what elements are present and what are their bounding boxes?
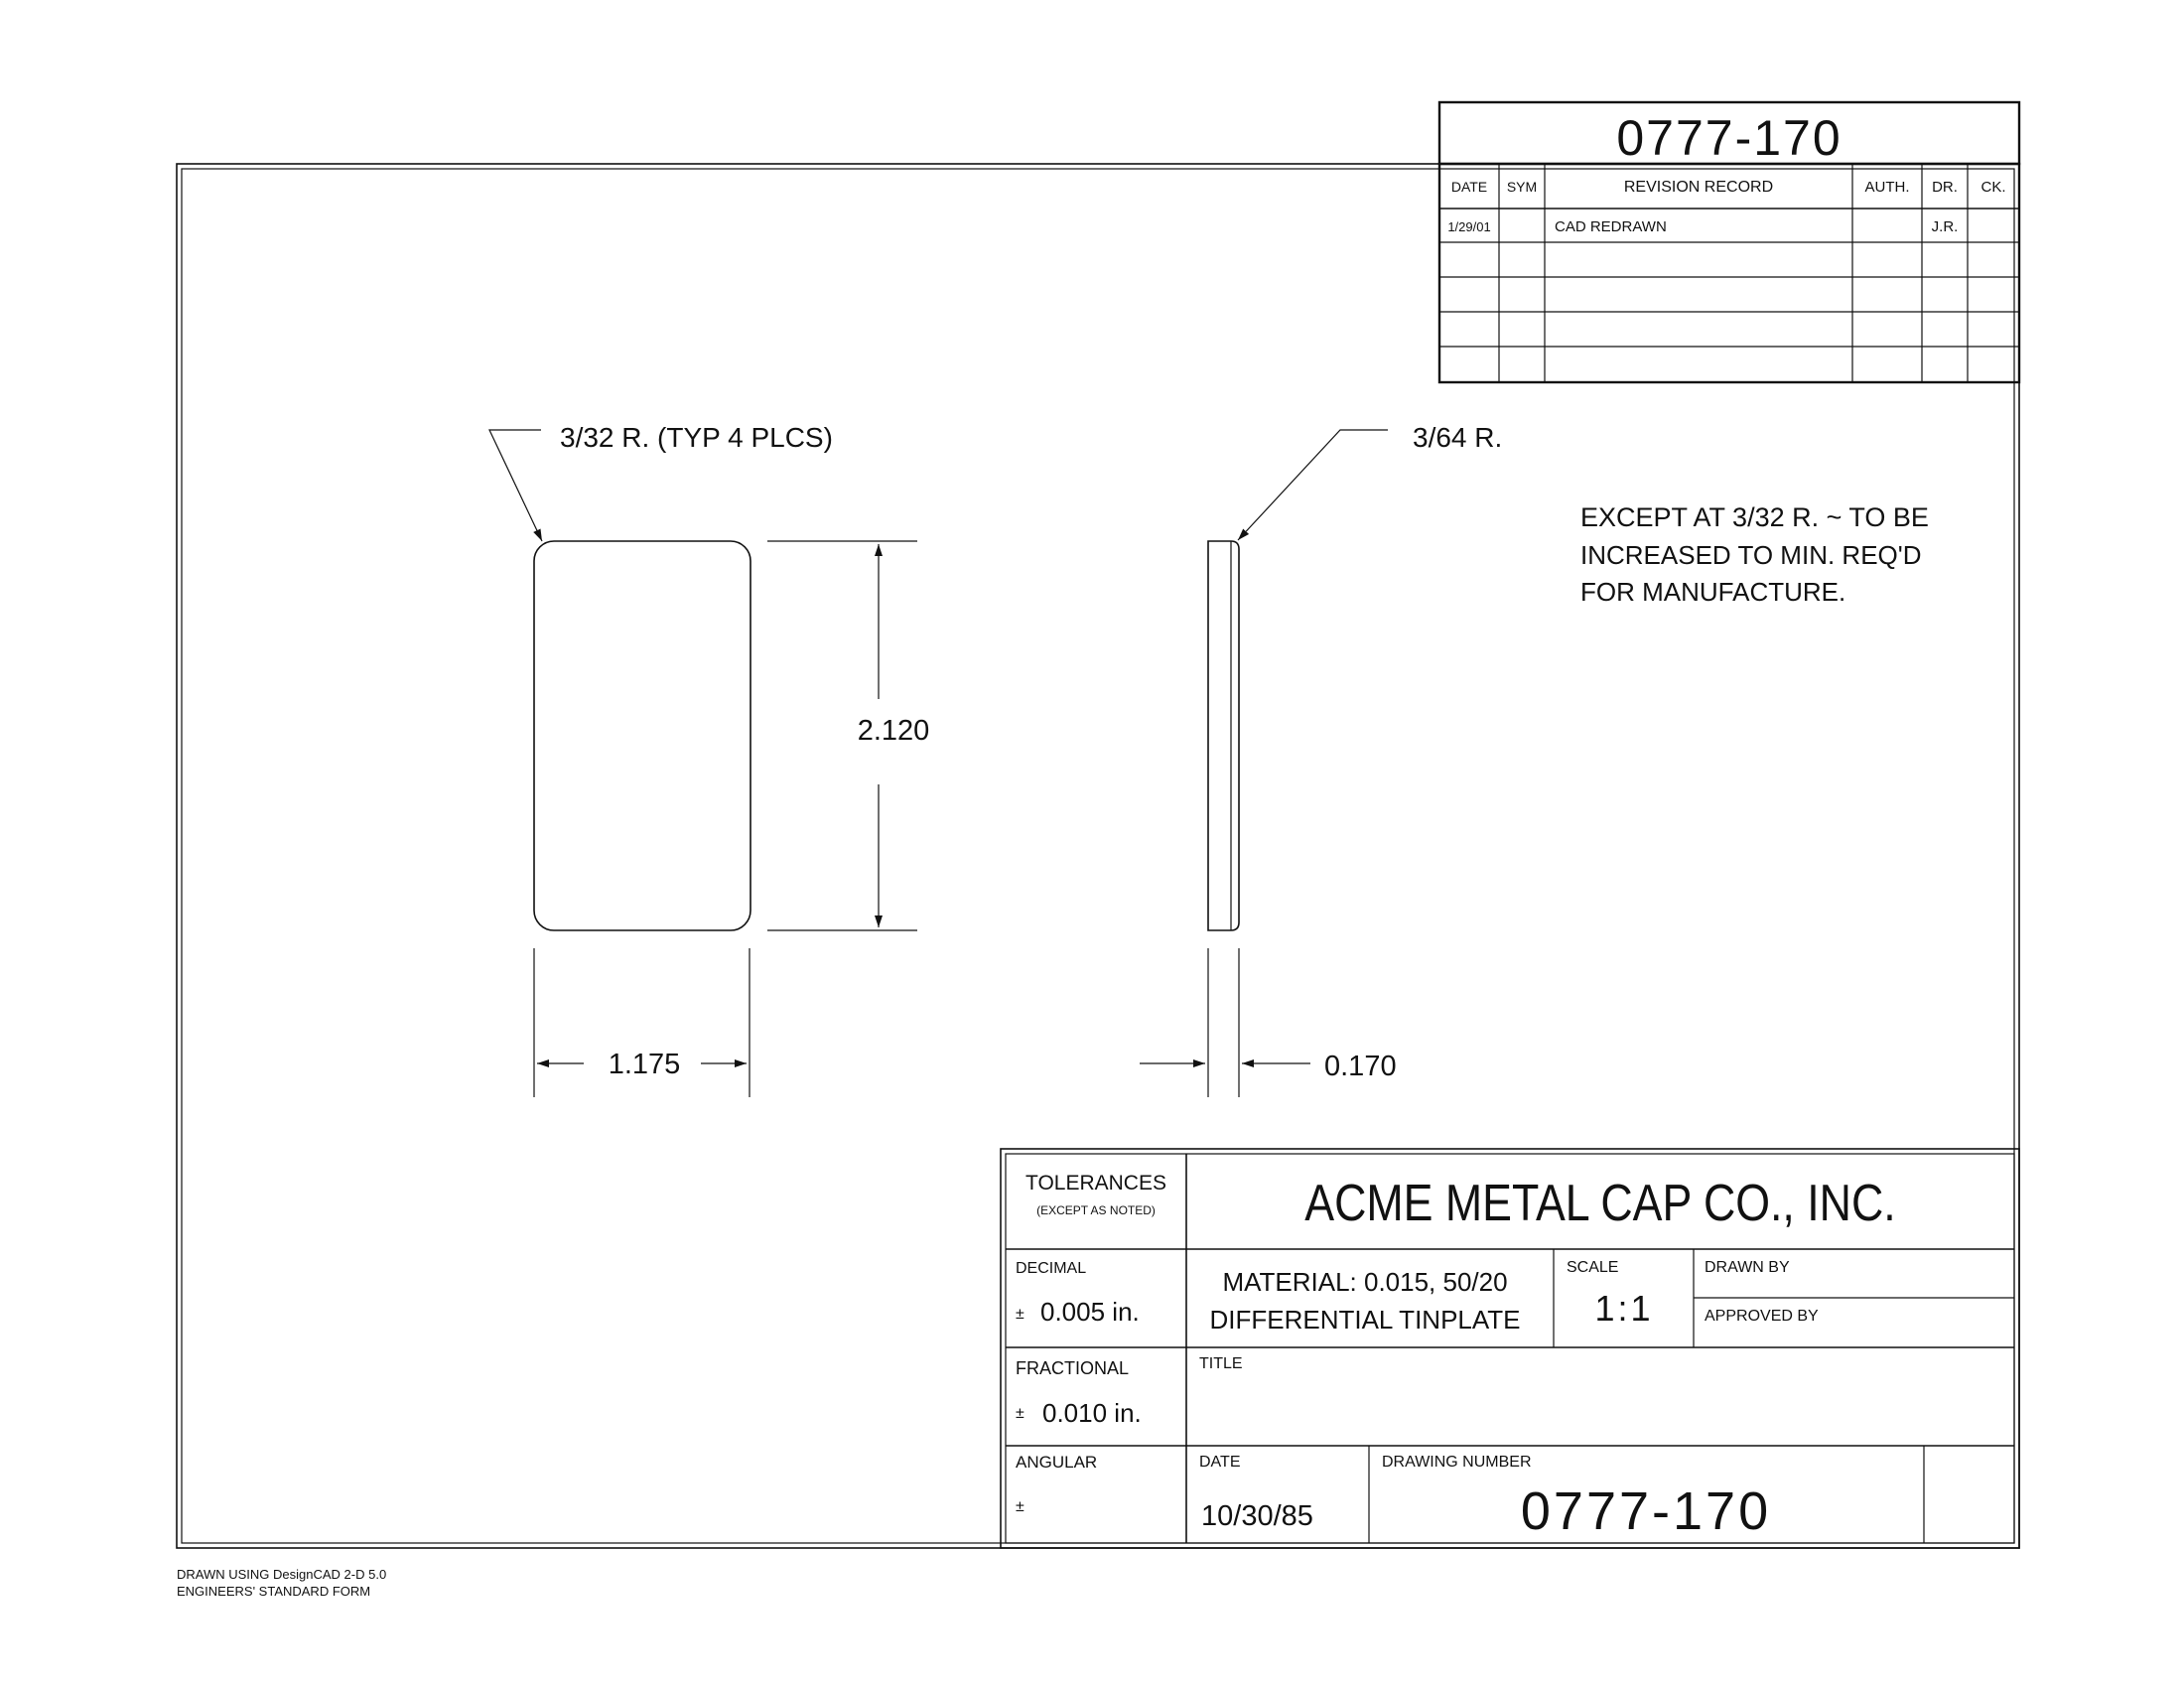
company-name: ACME METAL CAP CO., INC.	[1304, 1174, 1896, 1232]
approved-by-label: APPROVED BY	[1705, 1308, 1819, 1325]
rev-row-record: CAD REDRAWN	[1555, 218, 1667, 235]
header-drawing-number: 0777-170	[1616, 110, 1843, 166]
fractional-value: 0.010 in.	[1042, 1398, 1142, 1428]
decimal-label: DECIMAL	[1016, 1260, 1087, 1277]
side-radius-leader	[1238, 430, 1388, 540]
material-line-2: DIFFERENTIAL TINPLATE	[1209, 1305, 1521, 1335]
height-dimension: 2.120	[857, 715, 930, 747]
header-number-block	[1439, 102, 2019, 166]
drawing-number: 0777-170	[1520, 1481, 1772, 1541]
title-label: TITLE	[1199, 1355, 1243, 1372]
tolerances-label: TOLERANCES	[1025, 1172, 1166, 1195]
drawn-by-label: DRAWN BY	[1705, 1259, 1790, 1276]
rev-header-ck: CK.	[1980, 179, 2006, 196]
decimal-value: 0.005 in.	[1040, 1297, 1140, 1327]
front-radius-leader	[489, 430, 542, 541]
side-radius-callout: 3/64 R.	[1413, 422, 1503, 453]
note-line-2: INCREASED TO MIN. REQ'D	[1580, 540, 1922, 570]
footer-line-1: DRAWN USING DesignCAD 2-D 5.0	[177, 1567, 387, 1582]
angular-label: ANGULAR	[1016, 1453, 1098, 1472]
date-value: 10/30/85	[1201, 1500, 1313, 1532]
thickness-dimension: 0.170	[1324, 1051, 1397, 1082]
drawing-number-label: DRAWING NUMBER	[1382, 1454, 1532, 1471]
angular-plus-minus: ±	[1016, 1498, 1024, 1515]
rev-header-auth: AUTH.	[1864, 179, 1910, 196]
material-line-1: MATERIAL: 0.015, 50/20	[1222, 1267, 1508, 1297]
thickness-dimension-lines	[1140, 948, 1310, 1097]
rev-header-record: REVISION RECORD	[1623, 179, 1774, 196]
note-line-1: EXCEPT AT 3/32 R. ~ TO BE	[1580, 502, 1929, 532]
fractional-label: FRACTIONAL	[1016, 1358, 1130, 1378]
rev-row-date: 1/29/01	[1447, 219, 1491, 234]
decimal-plus-minus: ±	[1016, 1306, 1024, 1323]
sheet-border	[177, 164, 2019, 1548]
rev-header-dr: DR.	[1932, 179, 1958, 196]
general-note	[1580, 502, 1929, 607]
date-label: DATE	[1199, 1454, 1241, 1471]
front-view-plate	[534, 541, 751, 930]
width-dimension: 1.175	[608, 1049, 681, 1080]
side-view-plate	[1208, 541, 1239, 930]
tolerances-sublabel: (EXCEPT AS NOTED)	[1036, 1203, 1156, 1217]
rev-row-dr: J.R.	[1931, 218, 1959, 235]
rev-header-sym: SYM	[1506, 179, 1538, 195]
footer-line-2: ENGINEERS' STANDARD FORM	[177, 1584, 371, 1599]
revision-table	[1439, 164, 2019, 382]
scale-value: 1:1	[1594, 1288, 1654, 1329]
scale-label: SCALE	[1567, 1259, 1619, 1276]
rev-header-date: DATE	[1450, 179, 1488, 195]
fractional-plus-minus: ±	[1016, 1405, 1024, 1422]
note-line-3: FOR MANUFACTURE.	[1580, 577, 1846, 607]
front-radius-callout: 3/32 R. (TYP 4 PLCS)	[560, 422, 833, 453]
